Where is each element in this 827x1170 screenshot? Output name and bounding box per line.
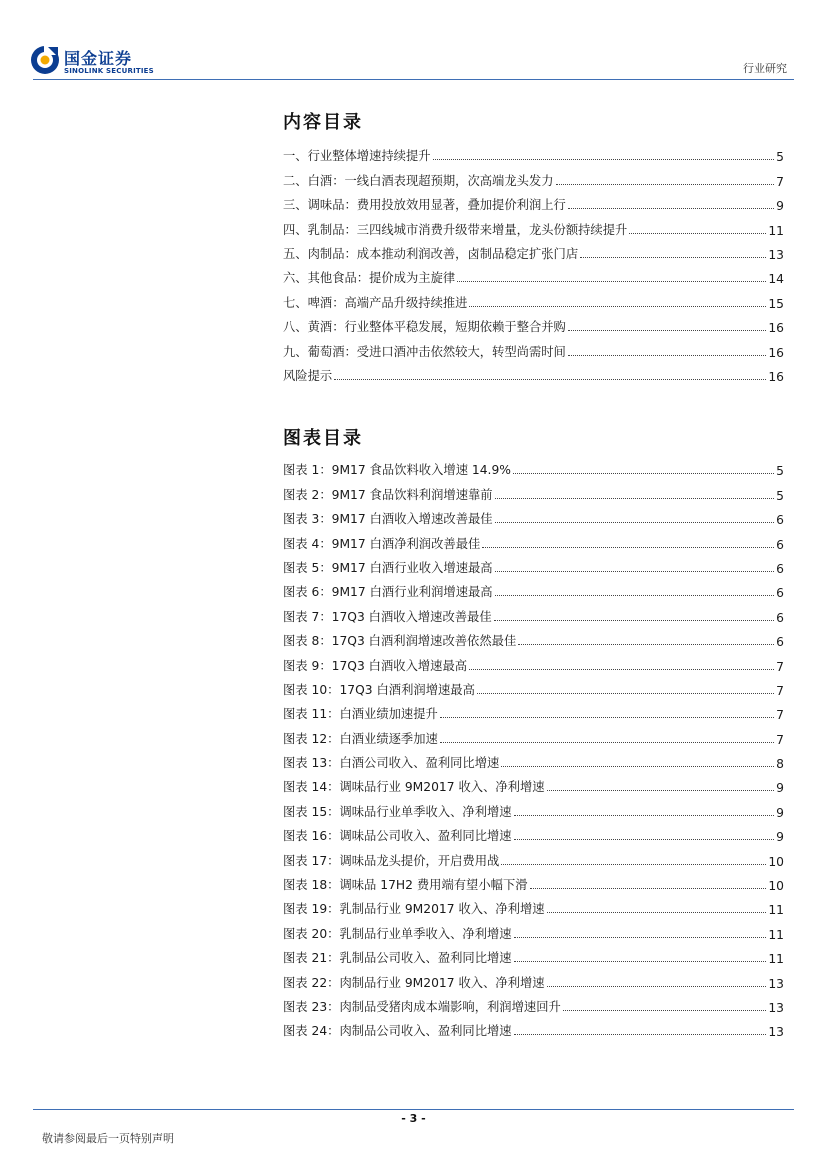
report-category: 行业研究 <box>743 62 787 75</box>
logo-text-cn: 国金证券 <box>64 49 133 68</box>
figure-item[interactable]: 图表 13：白酒公司收入、盈利同比增速 8 <box>283 756 784 772</box>
figure-item[interactable]: 图表 6：9M17 白酒行业利润增速最高 6 <box>283 585 784 601</box>
page-header <box>0 0 827 84</box>
figure-item[interactable]: 图表 9：17Q3 白酒收入增速最高 7 <box>283 658 784 674</box>
toc-item[interactable]: 一、行业整体增速持续提升 5 <box>283 149 784 165</box>
figure-item[interactable]: 图表 16：调味品公司收入、盈利同比增速 9 <box>283 829 784 845</box>
figure-item[interactable]: 图表 5：9M17 白酒行业收入增速最高 6 <box>283 560 784 576</box>
toc-item[interactable]: 二、白酒：一线白酒表现超预期，次高端龙头发力 7 <box>283 173 784 189</box>
figure-item[interactable]: 图表 21：乳制品公司收入、盈利同比增速 11 <box>283 951 784 967</box>
figure-item[interactable]: 图表 2：9M17 食品饮料利润增速靠前 5 <box>283 487 784 503</box>
figure-item[interactable]: 图表 14：调味品行业 9M2017 收入、净利增速 9 <box>283 780 784 796</box>
figure-item[interactable]: 图表 15：调味品行业单季收入、净利增速 9 <box>283 804 784 820</box>
toc-item[interactable]: 五、肉制品：成本推动利润改善，卤制品稳定扩张门店 13 <box>283 246 784 262</box>
logo-text-en: SINOLINK SECURITIES <box>64 67 154 75</box>
toc-item[interactable]: 风险提示 16 <box>283 368 784 384</box>
toc-item[interactable]: 九、葡萄酒：受进口酒冲击依然较大，转型尚需时间 16 <box>283 344 784 360</box>
figure-item[interactable]: 图表 3：9M17 白酒收入增速改善最佳 6 <box>283 512 784 528</box>
sinolink-logo-icon <box>30 45 60 75</box>
figure-item[interactable]: 图表 17：调味品龙头提价，开启费用战 10 <box>283 853 784 869</box>
disclaimer-text: 敬请参阅最后一页特别声明 <box>42 1132 174 1145</box>
figure-item[interactable]: 图表 18：调味品 17H2 费用端有望小幅下滑 10 <box>283 878 784 894</box>
figure-item[interactable]: 图表 19：乳制品行业 9M2017 收入、净利增速 11 <box>283 902 784 918</box>
figure-item[interactable]: 图表 20：乳制品行业单季收入、净利增速 11 <box>283 926 784 942</box>
toc-item[interactable]: 四、乳制品：三四线城市消费升级带来增量，龙头份额持续提升 11 <box>283 222 784 238</box>
page-number: - 3 - <box>401 1112 426 1125</box>
figure-item[interactable]: 图表 7：17Q3 白酒收入增速改善最佳 6 <box>283 609 784 625</box>
contents-title: 内容目录 <box>283 112 363 133</box>
figure-item[interactable]: 图表 8：17Q3 白酒利润增速改善依然最佳 6 <box>283 634 784 650</box>
figure-item[interactable]: 图表 12：白酒业绩逐季加速 7 <box>283 731 784 747</box>
contents-list <box>283 140 784 384</box>
toc-item[interactable]: 八、黄酒：行业整体平稳发展，短期依赖于整合并购 16 <box>283 320 784 336</box>
figure-item[interactable]: 图表 1：9M17 食品饮料收入增速 14.9% 5 <box>283 463 784 479</box>
figure-item[interactable]: 图表 10：17Q3 白酒利润增速最高 7 <box>283 682 784 698</box>
figures-list <box>283 454 784 1039</box>
toc-item[interactable]: 六、其他食品：提价成为主旋律 14 <box>283 271 784 287</box>
figure-item[interactable]: 图表 24：肉制品公司收入、盈利同比增速 13 <box>283 1024 784 1040</box>
toc-item[interactable]: 三、调味品：费用投放效用显著，叠加提价利润上行 9 <box>283 198 784 214</box>
figure-item[interactable]: 图表 11：白酒业绩加速提升 7 <box>283 707 784 723</box>
figure-item[interactable]: 图表 23：肉制品受猪肉成本端影响，利润增速回升 13 <box>283 999 784 1015</box>
toc-item[interactable]: 七、啤酒：高端产品升级持续推进 15 <box>283 295 784 311</box>
figures-title: 图表目录 <box>283 428 363 449</box>
figure-item[interactable]: 图表 4：9M17 白酒净利润改善最佳 6 <box>283 536 784 552</box>
figure-item[interactable]: 图表 22：肉制品行业 9M2017 收入、净利增速 13 <box>283 975 784 991</box>
header-divider <box>33 79 794 80</box>
footer-divider <box>33 1109 794 1110</box>
